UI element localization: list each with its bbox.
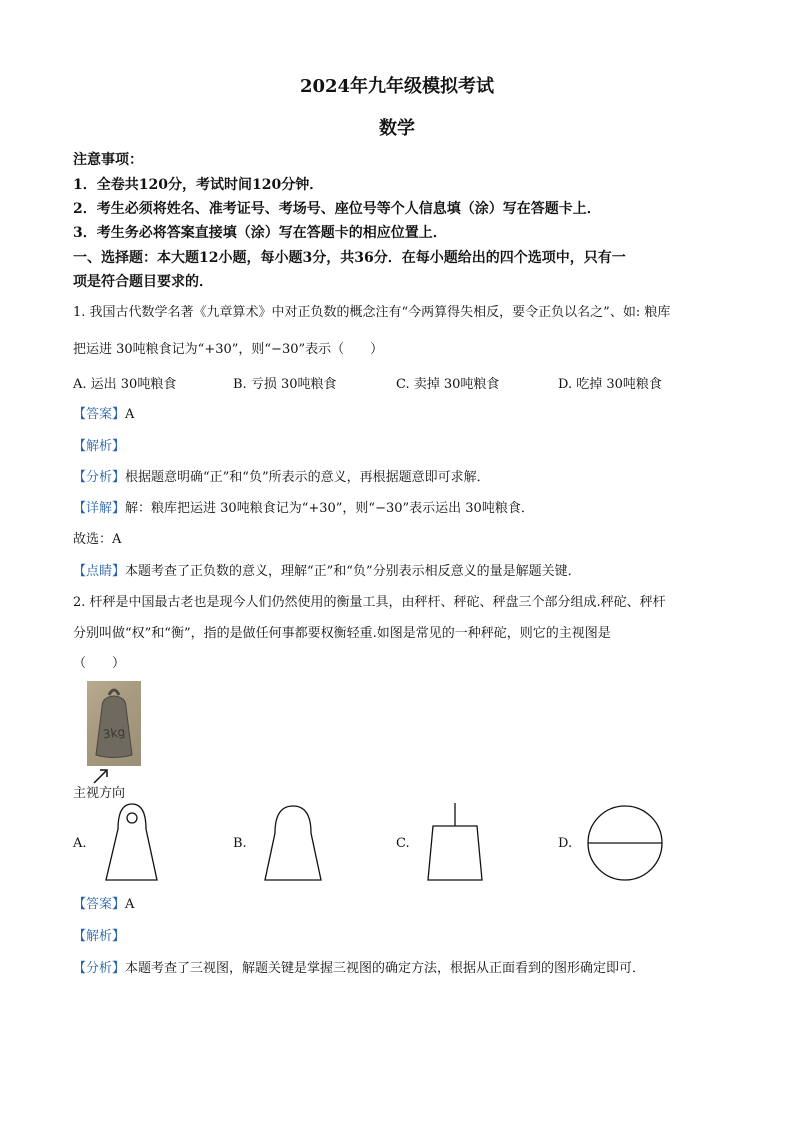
notice-heading: 注意事项：	[73, 152, 143, 168]
q2-option-b-label: B.	[233, 836, 247, 851]
option-a-shape	[96, 803, 168, 881]
fenxi-tag: 【分析】	[73, 470, 126, 485]
q1-stem-line1: 1. 我国古代数学名著《九章算术》中对正负数的概念注有“今两算得失相反，要令正负以名之”、如: 粮库	[73, 305, 671, 320]
q2-stem-line2: 分别叫做“权”和“衡”，指的是做任何事都要权衡轻重.如图是常见的一种秤砣，则它的主视图是	[73, 626, 611, 641]
notice-item: 1．全卷共120分，考试时间120分钟．	[73, 177, 324, 193]
q1-xiangjie-row	[73, 497, 534, 516]
fenxi-tag: 【分析】	[73, 961, 126, 976]
q2-fenxi-row	[73, 957, 645, 976]
option-d-shape	[585, 803, 665, 883]
dianjing-text: 本题考查了正负数的意义，理解“正”和“负”分别表示相反意义的量是解题关键．	[125, 564, 581, 579]
q2-analysis-row	[73, 925, 125, 944]
subject-title: 数学	[379, 118, 415, 139]
analysis-tag: 【解析】	[73, 929, 126, 944]
q1-dianjing-row	[73, 560, 581, 579]
option-b-shape	[261, 805, 325, 881]
q1-stem-line2: 把运进 30吨粮食记为“+30”，则“−30”表示（ ）	[73, 342, 384, 357]
section-heading-line2: 项是符合题目要求的．	[73, 274, 213, 290]
dianjing-tag: 【点睛】	[73, 564, 126, 579]
answer-tag: 【答案】	[73, 897, 126, 912]
notice-item: 3．考生务必将答案直接填（涂）写在答题卡的相应位置上．	[73, 225, 447, 241]
q1-option-d: D. 吃掉 30吨粮食	[558, 377, 662, 392]
q2-option-a-label: A.	[73, 836, 87, 851]
weight-photo-drawing	[87, 681, 141, 766]
q1-option-a: A. 运出 30吨粮食	[73, 377, 177, 392]
fenxi-text: 本题考查了三视图，解题关键是掌握三视图的确定方法，根据从正面看到的图形确定即可．	[125, 961, 646, 976]
q1-option-c: C. 卖掉 30吨粮食	[396, 377, 500, 392]
xiangjie-tag: 【详解】	[73, 501, 126, 516]
q1-choose: 故选：A	[73, 532, 122, 547]
q1-answer-row	[73, 403, 134, 422]
fenxi-text: 根据题意明确“正”和“负”所表示的意义，再根据题意即可求解．	[125, 470, 490, 485]
answer-value: A	[125, 897, 135, 912]
analysis-tag: 【解析】	[73, 439, 126, 454]
q2-option-c-label: C.	[396, 836, 410, 851]
answer-value: A	[125, 407, 135, 422]
notice-item: 2．考生必须将姓名、准考证号、考场号、座位号等个人信息填（涂）写在答题卡上．	[73, 201, 601, 217]
q2-answer-row	[73, 893, 134, 912]
q2-stem-line1: 2. 杆秤是中国最古老也是现今人们仍然使用的衡量工具，由秤杆、秤砣、秤盘三个部分组成.秤砣、秤杆	[73, 595, 666, 610]
view-direction-label: 主视方向	[73, 786, 126, 801]
answer-tag: 【答案】	[73, 407, 126, 422]
xiangjie-text: 解：粮库把运进 30吨粮食记为“+30”，则“−30”表示运出 30吨粮食．	[125, 501, 534, 516]
section-heading-line1: 一、选择题：本大题12小题，每小题3分，共36分．在每小题给出的四个选项中，只有一	[73, 250, 626, 266]
weight-photo-text: 3kg	[102, 724, 126, 742]
weight-photo	[87, 681, 141, 766]
q2-stem-line3: （ ）	[73, 656, 126, 671]
q2-option-d-label: D.	[558, 836, 573, 851]
q1-fenxi-row	[73, 466, 490, 485]
q1-option-b: B. 亏损 30吨粮食	[233, 377, 337, 392]
option-c-shape	[424, 803, 484, 883]
q1-analysis-row	[73, 435, 125, 454]
page-title: 2024年九年级模拟考试	[299, 76, 495, 97]
